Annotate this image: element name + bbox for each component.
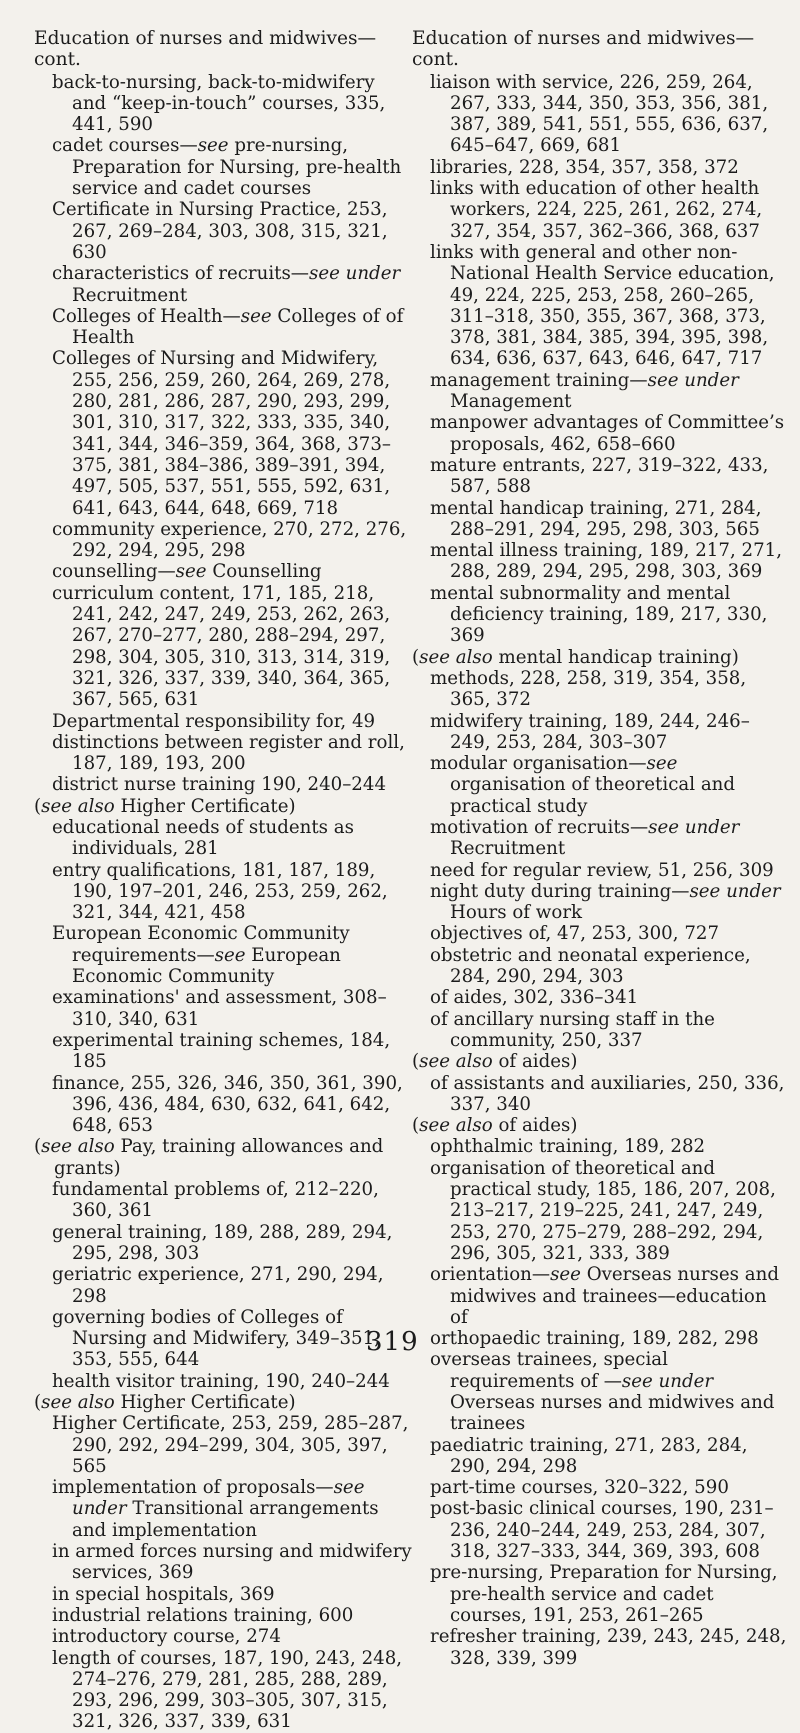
index-entry bbox=[430, 370, 790, 413]
entry-text: of ancillary nursing staff in the community, 250, 337 bbox=[430, 1008, 715, 1051]
index-entry bbox=[52, 1541, 412, 1584]
index-entry bbox=[52, 987, 412, 1030]
cross-reference: see also bbox=[41, 1392, 115, 1413]
right-column bbox=[412, 28, 790, 1669]
entry-text: ( bbox=[412, 1115, 420, 1137]
entry-text-rest: Transitional arrangements and implementation bbox=[72, 1498, 379, 1541]
cross-reference: see bbox=[240, 305, 272, 327]
entry-text: entry qualifications, 181, 187, 189, 190, 197–201, 246, 253, 259, 262, 321, 344, 421, 458 bbox=[52, 859, 388, 924]
entry-text: educational needs of students as individuals, 281 bbox=[52, 816, 354, 860]
entry-text: links with education of other health workers, 224, 225, 261, 262, 274, 327, 354, 357, 362–366, 368, 637 bbox=[430, 178, 763, 242]
index-entry bbox=[52, 1307, 412, 1371]
entry-text: finance, 255, 326, 346, 350, 361, 390, 396, 436, 484, 630, 632, 641, 642, 648, 653 bbox=[52, 1072, 403, 1137]
entry-text: Certificate in Nursing Practice, 253, 267, 269–284, 303, 308, 315, 321, 630 bbox=[52, 199, 388, 263]
entry-text: mental illness training, 189, 217, 271, 288, 289, 294, 295, 298, 303, 369 bbox=[430, 540, 783, 583]
entry-text: governing bodies of Colleges of Nursing and Midwifery, 349–351, 353, 555, 644 bbox=[52, 1306, 380, 1371]
index-entry bbox=[412, 1051, 790, 1072]
index-entry bbox=[52, 1584, 412, 1605]
index-entry bbox=[52, 774, 412, 795]
index-entry bbox=[430, 178, 790, 242]
index-entry bbox=[52, 1413, 412, 1477]
entry-text: libraries, 228, 354, 357, 358, 372 bbox=[430, 156, 739, 178]
index-entry bbox=[430, 817, 790, 860]
index-entry bbox=[430, 498, 790, 541]
entry-text: Colleges of Nursing and Midwifery, 255, 256, 259, 260, 264, 269, 278, 280, 281, 286, 287, 290, 293, 299, 301, 310, 317, 322, 333, 335, 340, 341, 344, 346–359, 364, 368, 373–375, 381, 384–386, 389–391, 394, 497, 505, 537, 551, 555, 592, 631, 641, 643, 644, 648, 669, 718 bbox=[52, 348, 392, 519]
cross-reference: see bbox=[214, 944, 246, 966]
entry-text-rest: Counselling bbox=[206, 561, 322, 583]
entry-text: ( bbox=[412, 646, 420, 668]
index-entry bbox=[430, 1158, 790, 1264]
entry-text: mental subnormality and mental deficiency training, 189, 217, 330, 369 bbox=[430, 582, 768, 647]
index-entry bbox=[52, 306, 412, 349]
cross-reference: see under bbox=[72, 1477, 365, 1520]
index-entry bbox=[52, 860, 412, 924]
entry-text: ( bbox=[34, 1136, 42, 1158]
entry-text: European Economic Community requirements— bbox=[52, 923, 350, 966]
index-entry bbox=[430, 668, 790, 711]
index-entry bbox=[430, 540, 790, 583]
index-entry bbox=[412, 647, 790, 668]
index-entry bbox=[430, 711, 790, 754]
entry-text: Colleges of Health— bbox=[52, 305, 241, 327]
index-entry bbox=[430, 945, 790, 988]
index-entry bbox=[34, 1136, 412, 1179]
entry-text: industrial relations training, 600 bbox=[52, 1604, 354, 1626]
index-entry bbox=[430, 1435, 790, 1478]
index-entry bbox=[430, 412, 790, 455]
index-entry bbox=[52, 135, 412, 199]
cross-reference: see also bbox=[419, 1051, 493, 1073]
left-column bbox=[34, 28, 412, 1733]
entry-text: distinctions between register and roll, 187, 189, 193, 200 bbox=[52, 731, 405, 775]
index-entry bbox=[430, 1009, 790, 1052]
index-entry bbox=[430, 157, 790, 178]
entry-text: ( bbox=[412, 1051, 420, 1073]
entry-text: curriculum content, 171, 185, 218, 241, 242, 247, 249, 253, 262, 263, 267, 270–277, 280, 288–294, 297, 298, 304, 305, 310, 313, 314, 319, 321, 326, 337, 339, 340, 364, 365, 367, 565, 631 bbox=[52, 582, 391, 711]
index-entry bbox=[52, 1371, 412, 1392]
cross-reference: see bbox=[175, 561, 207, 583]
entry-text: overseas trainees, special requirements of — bbox=[430, 1349, 668, 1392]
index-entry bbox=[52, 1626, 412, 1647]
entry-text: ( bbox=[34, 1392, 42, 1413]
index-entry bbox=[52, 1030, 412, 1073]
index-entry bbox=[52, 519, 412, 562]
entry-text: experimental training schemes, 184, 185 bbox=[52, 1029, 391, 1073]
entry-text: methods, 228, 258, 319, 354, 358, 365, 372 bbox=[430, 667, 747, 711]
entry-text: organisation of theoretical and practical study, 185, 186, 207, 208, 213–217, 219–225, 241, 247, 249, 253, 270, 275–279, 288–292, 294, 296, 305, 321, 333, 389 bbox=[430, 1157, 776, 1264]
entry-text: general training, 189, 288, 289, 294, 295, 298, 303 bbox=[52, 1221, 393, 1264]
index-entry bbox=[430, 1264, 790, 1328]
index-entry bbox=[52, 1222, 412, 1265]
entry-text: need for regular review, 51, 256, 309 bbox=[430, 859, 774, 881]
entry-text: fundamental problems of, 212–220, 360, 361 bbox=[52, 1179, 379, 1222]
index-entry bbox=[52, 817, 412, 860]
entry-text: refresher training, 239, 243, 245, 248, 328, 339, 399 bbox=[430, 1626, 787, 1669]
cross-reference: see under bbox=[308, 263, 401, 285]
entry-text: part-time courses, 320–322, 590 bbox=[430, 1477, 729, 1499]
entry-text-rest: Colleges of of Health bbox=[72, 305, 404, 349]
cross-reference: see under bbox=[647, 369, 739, 391]
index-entry bbox=[430, 753, 790, 817]
entry-text: mental handicap training, 271, 284, 288–291, 294, 295, 298, 303, 565 bbox=[430, 497, 762, 540]
entry-text: of assistants and auxiliaries, 250, 336, 337, 340 bbox=[430, 1072, 785, 1115]
entry-text: ophthalmic training, 189, 282 bbox=[430, 1136, 706, 1158]
index-entry bbox=[430, 455, 790, 498]
cross-reference: see also bbox=[41, 1136, 115, 1158]
continued-heading-left: Education of nurses and midwives—cont. bbox=[34, 28, 377, 71]
entry-text-rest: mental handicap training) bbox=[492, 646, 739, 668]
entry-text: paediatric training, 271, 283, 284, 290, 294, 298 bbox=[430, 1434, 748, 1477]
entry-text-rest: Recruitment bbox=[450, 838, 566, 860]
index-entry bbox=[430, 72, 790, 157]
index-entry bbox=[430, 1626, 790, 1669]
index-entry bbox=[52, 1477, 412, 1541]
entry-text: liaison with service, 226, 259, 264, 267, 333, 344, 350, 353, 356, 381, 387, 389, 541, 551, 555, 636, 637, 645–647, 669, 681 bbox=[430, 71, 769, 157]
entry-text-rest: organisation of theoretical and practical study bbox=[450, 774, 736, 817]
cross-reference: see bbox=[550, 1264, 581, 1286]
entry-text: counselling— bbox=[52, 561, 176, 583]
entry-text: management training— bbox=[430, 369, 648, 391]
index-entry bbox=[430, 923, 790, 944]
index-entry bbox=[430, 1328, 790, 1349]
entry-text: mature entrants, 227, 319–322, 433, 587, 588 bbox=[430, 454, 769, 498]
cross-reference: see under bbox=[648, 816, 740, 838]
page-number: 319 bbox=[366, 1327, 419, 1357]
index-entry bbox=[52, 1179, 412, 1222]
index-entry bbox=[52, 1073, 412, 1137]
entry-text: examinations' and assessment, 308–310, 340, 631 bbox=[52, 987, 387, 1030]
index-entry bbox=[52, 1264, 412, 1307]
continued-heading-right: Education of nurses and midwives—cont. bbox=[412, 28, 755, 71]
entry-text-rest: European Economic Community bbox=[72, 944, 341, 988]
cross-reference: see also bbox=[419, 646, 493, 668]
entry-text: Higher Certificate, 253, 259, 285–287, 290, 292, 294–299, 304, 305, 397, 565 bbox=[52, 1413, 409, 1477]
entry-text: geriatric experience, 271, 290, 294, 298 bbox=[52, 1264, 384, 1307]
index-entries-left bbox=[34, 72, 412, 1733]
index-entry bbox=[430, 860, 790, 881]
index-entry bbox=[430, 242, 790, 370]
entry-text-rest: Management bbox=[450, 391, 572, 413]
entry-text: manpower advantages of Committee’s proposals, 462, 658–660 bbox=[430, 412, 785, 455]
entry-text-rest: Higher Certificate) bbox=[114, 1392, 296, 1413]
index-entry bbox=[52, 263, 412, 306]
entry-text: night duty during training— bbox=[430, 880, 690, 902]
cross-reference: see under bbox=[689, 880, 781, 902]
index-entry bbox=[430, 1073, 790, 1116]
cross-reference: see also bbox=[41, 795, 115, 817]
index-entry bbox=[52, 583, 412, 711]
index-entries-right bbox=[412, 72, 790, 1669]
entry-text-rest: Overseas nurses and midwives and trainees bbox=[450, 1392, 775, 1435]
entry-text: obstetric and neonatal experience, 284, 290, 294, 303 bbox=[430, 944, 751, 988]
entry-text: in special hospitals, 369 bbox=[52, 1583, 275, 1605]
index-entry bbox=[430, 1498, 790, 1562]
entry-text: of aides, 302, 336–341 bbox=[430, 987, 639, 1009]
index-entry bbox=[52, 1648, 412, 1733]
entry-text: objectives of, 47, 253, 300, 727 bbox=[430, 923, 720, 945]
index-entry bbox=[430, 583, 790, 647]
entry-text: links with general and other non-National Health Service education, 49, 224, 225, 253, 258, 260–265, 311–318, 350, 355, 367, 368, 373, 378, 381, 384, 385, 394, 395, 398, 634, 636, 637, 643, 646, 647, 717 bbox=[430, 241, 775, 370]
cross-reference: see also bbox=[419, 1115, 493, 1137]
entry-text: in armed forces nursing and midwifery services, 369 bbox=[52, 1541, 412, 1584]
index-entry bbox=[52, 1605, 412, 1626]
index-entry bbox=[52, 711, 412, 732]
index-entry bbox=[412, 1115, 790, 1136]
index-entry bbox=[34, 796, 412, 817]
entry-text: length of courses, 187, 190, 243, 248, 274–276, 279, 281, 285, 288, 289, 293, 296, 299, 303–305, 307, 315, 321, 326, 337, 339, 631 bbox=[52, 1647, 403, 1733]
index-entry bbox=[52, 561, 412, 582]
entry-text: motivation of recruits— bbox=[430, 816, 649, 838]
entry-text-rest: Recruitment bbox=[72, 284, 188, 306]
index-entry bbox=[430, 987, 790, 1008]
index-entry bbox=[52, 72, 412, 136]
entry-text: midwifery training, 189, 244, 246–249, 253, 284, 303–307 bbox=[430, 710, 750, 753]
entry-text: Departmental responsibility for, 49 bbox=[52, 710, 376, 732]
index-entry bbox=[34, 1392, 412, 1413]
index-entry bbox=[52, 199, 412, 263]
entry-text: introductory course, 274 bbox=[52, 1626, 281, 1648]
index-entry bbox=[430, 1477, 790, 1498]
entry-text-rest: pre-nursing, Preparation for Nursing, pre-health service and cadet courses bbox=[72, 135, 402, 200]
entry-text: community experience, 270, 272, 276, 292, 294, 295, 298 bbox=[52, 518, 407, 562]
index-entry bbox=[430, 1349, 790, 1434]
entry-text-rest: Hours of work bbox=[450, 902, 583, 924]
entry-text: ( bbox=[34, 795, 42, 817]
entry-text: post-basic clinical courses, 190, 231–236, 240–244, 249, 253, 284, 307, 318, 327–333, 344, 369, 393, 608 bbox=[430, 1498, 774, 1563]
cross-reference: see bbox=[197, 135, 229, 157]
cross-reference: see under bbox=[621, 1370, 714, 1392]
entry-text: modular organisation— bbox=[430, 753, 647, 775]
index-entry bbox=[430, 1562, 790, 1626]
entry-text-rest: Overseas nurses and midwives and trainees—education of bbox=[450, 1264, 779, 1328]
entry-text-rest: of aides) bbox=[492, 1115, 578, 1137]
entry-text-rest: Higher Certificate) bbox=[114, 795, 296, 817]
entry-text-rest: Pay, training allowances and grants) bbox=[54, 1136, 384, 1179]
entry-text: pre-nursing, Preparation for Nursing, pre-health service and cadet courses, 191, 253, 261–265 bbox=[430, 1562, 778, 1626]
entry-text: district nurse training 190, 240–244 bbox=[52, 774, 387, 796]
index-entry bbox=[52, 732, 412, 775]
entry-text-rest: of aides) bbox=[492, 1051, 578, 1073]
index-entry bbox=[52, 348, 412, 518]
cross-reference: see bbox=[646, 753, 678, 775]
entry-text: characteristics of recruits— bbox=[52, 263, 309, 285]
entry-text: implementation of proposals— bbox=[52, 1477, 334, 1499]
entry-text: health visitor training, 190, 240–244 bbox=[52, 1370, 390, 1392]
entry-text: back-to-nursing, back-to-midwifery and “keep-in-touch” courses, 335, 441, 590 bbox=[52, 71, 386, 136]
index-entry bbox=[430, 881, 790, 924]
entry-text: orientation— bbox=[430, 1264, 551, 1286]
index-entry bbox=[430, 1136, 790, 1157]
index-entry bbox=[52, 923, 412, 987]
entry-text: orthopaedic training, 189, 282, 298 bbox=[430, 1328, 759, 1350]
entry-text: cadet courses— bbox=[52, 135, 198, 157]
